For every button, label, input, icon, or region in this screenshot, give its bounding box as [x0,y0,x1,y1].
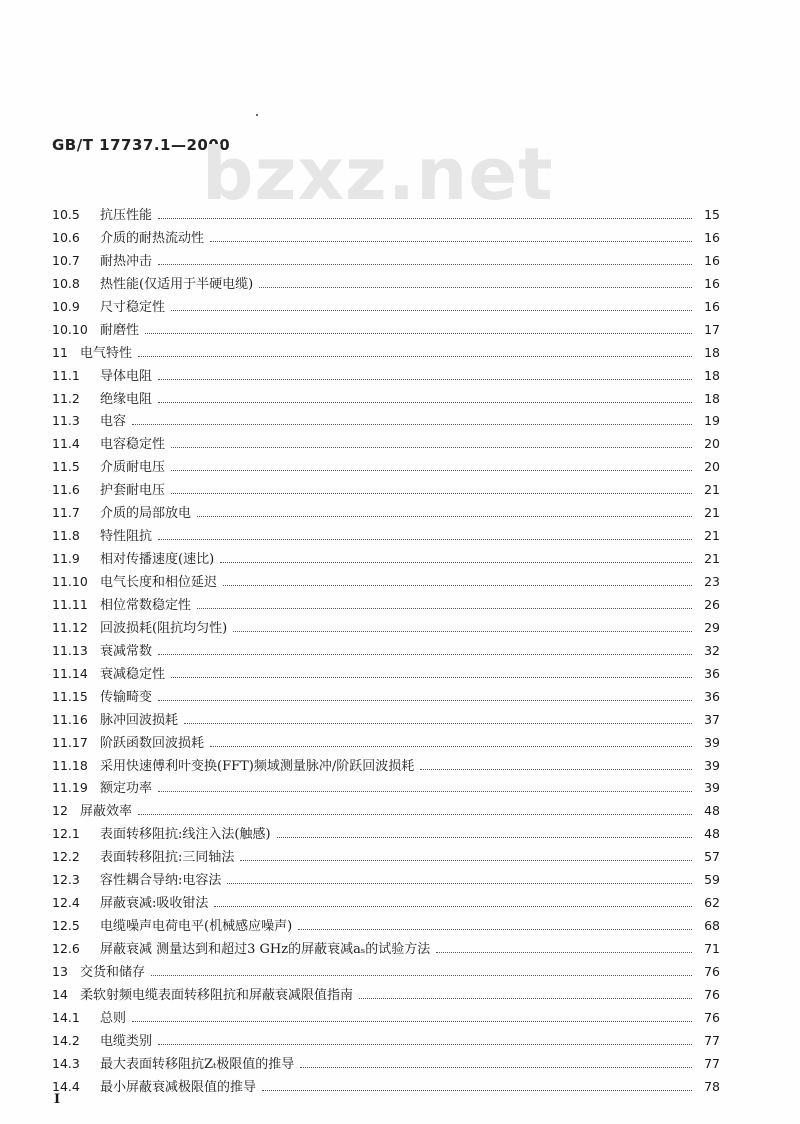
toc-leader-dots [259,274,692,288]
toc-entry[interactable] [52,686,720,709]
toc-entry-number: 11.1 [52,367,80,383]
toc-entry-title: 回波损耗(阻抗均匀性) [100,620,228,636]
toc-entry-number: 12.4 [52,895,80,911]
toc-entry-page: 16 [704,298,720,314]
toc-entry-page: 18 [704,367,720,383]
toc-entry-number: 12.6 [52,941,80,956]
toc-entry-title: 采用快速傅利叶变换(FFT)频域测量脉冲/阶跃回波损耗 [100,758,415,774]
toc-entry-page: 36 [704,665,720,681]
toc-leader-dots [171,457,692,471]
toc-entry[interactable] [52,479,720,502]
toc-leader-dots [197,595,692,609]
toc-entry-title: 绝缘电阻 [100,391,153,407]
toc-leader-dots [214,893,692,907]
toc-leader-dots [158,641,692,655]
toc-entry-title: 传输畸变 [100,689,153,705]
toc-entry-page: 39 [704,757,720,773]
toc-entry-page: 29 [704,619,720,635]
toc-leader-dots [359,985,692,999]
toc-entry-title: 热性能(仅适用于半硬电缆) [100,276,254,292]
toc-entry-number: 11.4 [52,436,80,452]
toc-entry-page: 21 [704,551,720,567]
toc-entry[interactable] [52,869,720,892]
toc-entry-title: 衰减稳定性 [100,666,166,682]
toc-entry-number: 11.8 [52,528,80,544]
toc-entry[interactable] [52,410,720,433]
toc-entry-number: 11.16 [52,711,88,727]
toc-leader-dots [158,526,692,540]
toc-entry-page: 20 [704,459,720,475]
toc-entry-title: 屏蔽衰减 测量达到和超过3 GHz的屏蔽衰减aₛ的试验方法 [100,942,431,957]
toc-entry-page: 39 [704,780,720,796]
toc-entry-title: 电容 [100,414,127,430]
toc-entry[interactable] [52,204,720,227]
toc-entry-page: 16 [704,229,720,245]
toc-entry[interactable] [52,388,720,411]
toc-entry-title: 抗压性能 [100,208,153,223]
toc-leader-dots [132,411,692,425]
toc-leader-dots [145,320,692,334]
toc-entry-title: 介质的耐热流动性 [100,230,205,246]
toc-entry[interactable] [52,892,720,915]
toc-entry[interactable] [52,502,720,525]
toc-entry-page: 62 [704,895,720,911]
toc-entry-page: 77 [704,1032,720,1048]
toc-entry-title: 脉冲回波损耗 [100,712,179,728]
toc-leader-dots [436,939,692,953]
toc-entry-page: 36 [704,688,720,704]
toc-leader-dots [158,687,692,701]
toc-leader-dots [158,389,692,403]
toc-entry-page: 48 [704,826,720,842]
toc-leader-dots [184,710,692,724]
toc-leader-dots [262,1077,692,1091]
toc-entry-title: 阶跃函数回波损耗 [100,735,205,751]
toc-entry-number: 14.3 [52,1055,80,1071]
toc-entry-number: 12 [52,803,68,819]
toc-entry-page: 48 [704,803,720,819]
toc-entry[interactable] [52,571,720,594]
toc-entry-number: 10.9 [52,298,80,314]
toc-leader-dots [298,916,692,930]
toc-entry[interactable] [52,456,720,479]
toc-entry-title: 护套耐电压 [100,483,166,499]
toc-leader-dots [197,503,692,517]
toc-leader-dots [171,297,692,311]
toc-entry-page: 20 [704,436,720,452]
toc-entry-title: 导体电阻 [100,368,153,384]
toc-entry-number: 11.6 [52,482,80,498]
toc-entry-number: 10.6 [52,229,80,245]
toc-entry-number: 10.7 [52,252,80,268]
toc-entry-title: 容性耦合导纳:电容法 [100,873,222,889]
toc-entry-title: 表面转移阻抗:线注入法(触感) [100,827,271,843]
toc-leader-dots [223,572,692,586]
toc-entry[interactable] [52,1030,720,1053]
toc-entry[interactable] [52,525,720,548]
toc-leader-dots [171,434,692,448]
toc-entry-number: 11.5 [52,459,80,475]
toc-entry-number: 11.9 [52,551,80,567]
toc-entry-number: 11.3 [52,413,80,429]
toc-entry-number: 10.5 [52,207,80,222]
toc-entry-page: 78 [704,1078,720,1094]
toc-leader-dots [171,664,692,678]
toc-leader-dots [158,205,692,219]
toc-entry-number: 11.13 [52,642,88,658]
toc-entry-number: 14 [52,986,68,1002]
toc-entry-number: 11.15 [52,688,88,704]
toc-entry-title: 电气长度和相位延迟 [100,575,218,590]
toc-entry-page: 37 [704,711,720,727]
toc-entry[interactable] [52,617,720,640]
toc-leader-dots [158,251,692,265]
toc-entry[interactable] [52,365,720,388]
toc-entry-page: 26 [704,596,720,612]
toc-entry[interactable] [52,732,720,755]
toc-entry-page: 71 [704,941,720,956]
toc-entry-title: 相位常数稳定性 [100,597,192,613]
toc-entry-title: 电气特性 [80,345,133,361]
toc-entry-page: 76 [704,1009,720,1025]
toc-entry-page: 18 [704,344,720,360]
toc-leader-dots [277,824,692,838]
toc-entry-number: 11.19 [52,780,88,796]
toc-entry-number: 12.2 [52,849,80,865]
toc-entry[interactable] [52,915,720,938]
toc-entry-number: 11.12 [52,619,88,635]
toc-leader-dots [158,366,692,380]
toc-entry-page: 39 [704,734,720,750]
toc-entry[interactable] [52,777,720,800]
scan-speck [256,114,258,116]
toc-entry[interactable] [52,823,720,846]
toc-entry[interactable] [52,319,720,342]
toc-entry-title: 衰减常数 [100,643,153,659]
toc-entry-number: 12.5 [52,918,80,934]
toc-entry-number: 14.2 [52,1032,80,1048]
toc-leader-dots [171,480,692,494]
toc-entry-number: 11.11 [52,596,88,612]
toc-entry[interactable] [52,433,720,456]
toc-entry-page: 21 [704,528,720,544]
toc-entry-page: 57 [704,849,720,865]
watermark: bzxz.net [202,132,554,216]
toc-entry[interactable] [52,640,720,663]
toc-entry-title: 耐磨性 [100,322,140,338]
toc-entry[interactable] [52,273,720,296]
table-of-contents [52,204,720,1099]
toc-entry-title: 尺寸稳定性 [100,299,166,315]
toc-entry[interactable] [52,961,720,984]
toc-entry-title: 柔软射频电缆表面转移阻抗和屏蔽衰减限值指南 [80,987,354,1003]
toc-entry-number: 12.3 [52,872,80,888]
toc-entry[interactable] [52,663,720,686]
toc-entry[interactable] [52,755,720,778]
toc-entry[interactable] [52,1007,720,1030]
toc-entry-page: 16 [704,252,720,268]
toc-entry[interactable] [52,984,720,1007]
toc-entry-page: 19 [704,413,720,429]
toc-entry-number: 11.7 [52,505,80,521]
toc-leader-dots [220,549,692,563]
standard-code: GB/T 17737.1—2000 [52,136,231,154]
toc-leader-dots [151,962,692,976]
toc-entry-title: 屏蔽衰减:吸收钳法 [100,896,209,912]
toc-leader-dots [210,228,692,242]
toc-entry-number: 11.2 [52,390,80,406]
toc-entry[interactable] [52,594,720,617]
toc-entry[interactable] [52,250,720,273]
toc-entry-number: 14.1 [52,1009,80,1025]
toc-entry[interactable] [52,342,720,365]
toc-entry-page: 23 [704,574,720,589]
toc-entry[interactable] [52,1076,720,1099]
toc-entry-number: 11.10 [52,574,88,589]
toc-leader-dots [138,343,692,357]
toc-entry-title: 表面转移阻抗:三同轴法 [100,850,235,866]
toc-entry[interactable] [52,548,720,571]
toc-leader-dots [132,1008,692,1022]
toc-leader-dots [138,801,692,815]
toc-entry-number: 11.18 [52,757,88,773]
toc-entry-title: 介质耐电压 [100,460,166,476]
toc-entry[interactable] [52,938,720,961]
toc-entry-title: 耐热冲击 [100,253,153,269]
toc-entry-number: 11.14 [52,665,88,681]
toc-entry-title: 最大表面转移阻抗Zₜ极限值的推导 [100,1056,295,1072]
toc-entry[interactable] [52,227,720,250]
toc-leader-dots [300,1054,692,1068]
toc-entry-number: 14.4 [52,1078,80,1094]
toc-leader-dots [210,733,692,747]
toc-entry-page: 76 [704,963,720,979]
toc-entry-title: 电缆类别 [100,1033,153,1049]
toc-entry-number: 11.17 [52,734,88,750]
toc-leader-dots [227,870,692,884]
toc-entry-number: 10.8 [52,275,80,291]
toc-entry-title: 电容稳定性 [100,437,166,453]
toc-entry-number: 13 [52,963,68,979]
toc-entry-number: 11 [52,344,68,360]
page-number: I [54,1092,61,1107]
toc-entry-page: 59 [704,872,720,888]
toc-entry[interactable] [52,800,720,823]
toc-entry-page: 77 [704,1055,720,1071]
toc-entry-title: 相对传播速度(速比) [100,552,215,568]
toc-entry-number: 12.1 [52,826,80,842]
toc-entry-page: 18 [704,390,720,406]
toc-leader-dots [158,778,692,792]
toc-entry-page: 68 [704,918,720,934]
toc-entry-page: 32 [704,642,720,658]
toc-leader-dots [420,756,692,770]
toc-entry-title: 最小屏蔽衰减极限值的推导 [100,1079,257,1095]
toc-entry-title: 特性阻抗 [100,529,153,545]
toc-entry[interactable] [52,296,720,319]
toc-entry-page: 15 [704,207,720,222]
toc-entry-page: 21 [704,505,720,521]
toc-leader-dots [233,618,692,632]
toc-entry[interactable] [52,846,720,869]
toc-entry-title: 交货和储存 [80,964,146,980]
toc-entry-page: 17 [704,321,720,337]
toc-leader-dots [240,847,692,861]
toc-entry-title: 屏蔽效率 [80,804,133,820]
toc-entry-page: 21 [704,482,720,498]
toc-entry[interactable] [52,709,720,732]
toc-leader-dots [158,1031,692,1045]
toc-entry-title: 电缆噪声电荷电平(机械感应噪声) [100,919,293,935]
toc-entry-title: 额定功率 [100,781,153,797]
toc-entry-title: 介质的局部放电 [100,506,192,522]
toc-entry-page: 76 [704,986,720,1002]
toc-entry-number: 10.10 [52,321,88,337]
toc-entry-page: 16 [704,275,720,291]
toc-entry[interactable] [52,1053,720,1076]
toc-entry-title: 总则 [100,1010,127,1026]
